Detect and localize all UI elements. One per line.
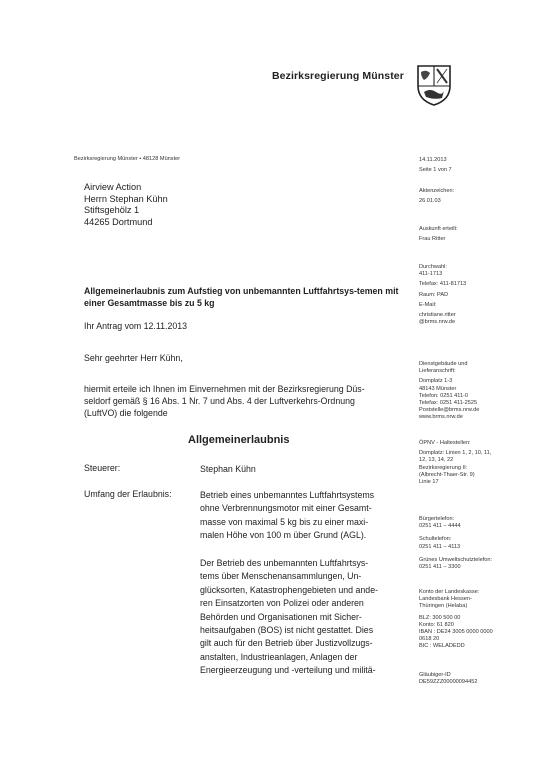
dienst-label: Lieferanschrift: <box>419 368 456 375</box>
letter-date: 14.11.2013 <box>419 157 447 163</box>
umfang-line: glücksorten, Katastrophengebieten und ande- <box>200 584 379 595</box>
recipient-line: Stiftsgehölz 1 <box>84 205 140 216</box>
intro-line: hiermit erteile ich Ihnen im Einvernehmen mit der Bezirksregierung Düs- <box>84 384 365 394</box>
konto-label: Landesbank Hessen- <box>419 596 472 603</box>
bank-line: BIC : WELADEDD <box>419 643 465 650</box>
umwelt-label: Grünes Umweltschutztelefon: <box>419 556 493 563</box>
phone-block <box>419 516 492 571</box>
recipient-line: Herrn Stephan Kühn <box>84 193 168 204</box>
steuerer-label: Steuerer: <box>84 463 121 473</box>
raum-value: Raum: PAD <box>419 291 449 298</box>
umfang-paragraph-2 <box>200 557 395 678</box>
konto-label: Konto der Landeskasse: <box>419 589 480 595</box>
umfang-line: masse von maximal 5 kg bis zu einer maxi- <box>200 516 369 527</box>
contact-block <box>419 264 466 326</box>
umfang-label: Umfang der Erlaubnis: <box>84 489 172 499</box>
aktenzeichen-block <box>419 188 454 205</box>
email-value: christiane.ritter <box>419 312 456 319</box>
umfang-line: anstalten, Industrieanlagen, Anlagen der <box>200 651 358 662</box>
oepnv-line: Bezirksregierung II: <box>419 464 468 471</box>
umfang-line: ren Einsatzorten von Polizei oder anderen <box>200 598 364 609</box>
durchwahl-value: 411-1713 <box>419 271 443 278</box>
bank-line: 0618 20 <box>419 636 440 643</box>
intro-paragraph <box>84 383 365 420</box>
glaeubiger-block <box>419 672 477 686</box>
oepnv-line: (Albrecht-Thaer-Str. 9) <box>419 471 475 478</box>
recipient-line: 44265 Dortmund <box>84 216 153 227</box>
bank-line: BLZ: 300 500 00 <box>419 614 461 621</box>
dienstgebaeude-block <box>419 361 479 422</box>
oepnv-label: ÖPNV - Haltestellen: <box>419 440 471 446</box>
intro-line: (LuftVO) die folgende <box>84 408 168 419</box>
umfang-line: ohne Verbrennungsmotor mit einer Gesamt- <box>200 503 372 514</box>
umfang-line: Behörden und Organisationen mit Sicher- <box>200 611 362 622</box>
bank-block <box>419 589 493 651</box>
dienst-line: Poststelle@brms.nrw.de <box>419 407 480 414</box>
umfang-line: gilt auch für den Betrieb über Justizvollzugs- <box>200 638 373 649</box>
salutation: Sehr geehrter Herr Kühn, <box>84 353 183 363</box>
umfang-line: tems über Menschenansammlungen, Un- <box>200 571 362 582</box>
oepnv-line: Domplatz: Linien 1, 2, 10, 11, <box>419 450 492 457</box>
page-number: Seite 1 von 7 <box>419 167 452 174</box>
oepnv-line: Linie 17 <box>419 479 439 486</box>
auskunft-value: Frau Ritter <box>419 236 446 243</box>
recipient-address <box>84 182 168 228</box>
dienst-line: Telefon: 0251 411-0 <box>419 392 469 399</box>
aktenzeichen-value: 26.01.03 <box>419 198 441 205</box>
intro-line: seldorf gemäß § 16 Abs. 1 Nr. 7 und Abs. 4 der Luftverkehrs-Ordnung <box>84 396 355 407</box>
dienst-line: Domplatz 1-3 <box>419 378 453 385</box>
dienst-label: Dienstgebäude und <box>419 361 468 367</box>
dienst-line: Telefax: 0251 411-2525 <box>419 400 478 407</box>
bank-line: Konto: 61 820 <box>419 621 454 628</box>
umfang-line: heitsaufgaben (BOS) ist nicht gestattet. Dies <box>200 625 374 636</box>
konto-label: Thüringen (Helaba) <box>419 603 468 610</box>
dienst-line: 48143 Münster <box>419 385 457 392</box>
recipient-line: Airview Action <box>84 182 142 192</box>
umfang-line: Der Betrieb des unbemannten Luftfahrtsys- <box>200 558 369 568</box>
auskunft-label: Auskunft erteilt: <box>419 226 458 232</box>
steuerer-value: Stephan Kühn <box>200 464 256 474</box>
letter-date-block <box>419 157 452 174</box>
schul-value: 0251 411 – 4113 <box>419 543 461 550</box>
umwelt-value: 0251 411 – 3300 <box>419 564 461 571</box>
glaeubiger-label: Gläubiger-ID <box>419 672 451 678</box>
authority-name: Bezirksregierung Münster <box>272 70 404 82</box>
oepnv-line: 12, 13, 14, 22 <box>419 457 454 464</box>
telefax-value: Telefax: 411-81713 <box>419 281 467 288</box>
umfang-line: Betrieb eines unbemanntes Luftfahrtsystems <box>200 490 375 500</box>
schul-label: Schultelefon: <box>419 536 452 543</box>
aktenzeichen-label: Aktenzeichen: <box>419 188 455 194</box>
section-heading: Allgemeinerlaubnis <box>188 434 290 446</box>
buerger-value: 0251 411 – 4444 <box>419 523 461 530</box>
letter-subject: Allgemeinerlaubnis zum Aufstieg von unbemannten Luftfahrtsys-temen mit einer Gesamtmasse bis zu 5 kg <box>84 286 399 308</box>
email-label: E-Mail: <box>419 301 437 308</box>
bank-line: IBAN : DE24 3005 0000 0000 <box>419 629 493 636</box>
umfang-line: Energieerzeugung und -verteilung und militä- <box>200 665 376 676</box>
umfang-line: malen Höhe von 100 m über Grund (AGL). <box>200 530 367 541</box>
buerger-label: Bürgertelefon: <box>419 516 455 522</box>
umfang-paragraph-1 <box>200 489 395 543</box>
oepnv-block <box>419 440 491 486</box>
email-value: @brms.nrw.de <box>419 319 456 326</box>
coat-of-arms-icon <box>416 64 452 106</box>
durchwahl-label: Durchwahl: <box>419 264 447 270</box>
auskunft-block <box>419 226 458 243</box>
sender-line: Bezirksregierung Münster • 48128 Münster <box>74 156 181 162</box>
antrag-reference: Ihr Antrag vom 12.11.2013 <box>84 321 188 331</box>
glaeubiger-value: DE59ZZZ00000094452 <box>419 679 478 686</box>
dienst-line: www.brms.nrw.de <box>419 414 463 421</box>
